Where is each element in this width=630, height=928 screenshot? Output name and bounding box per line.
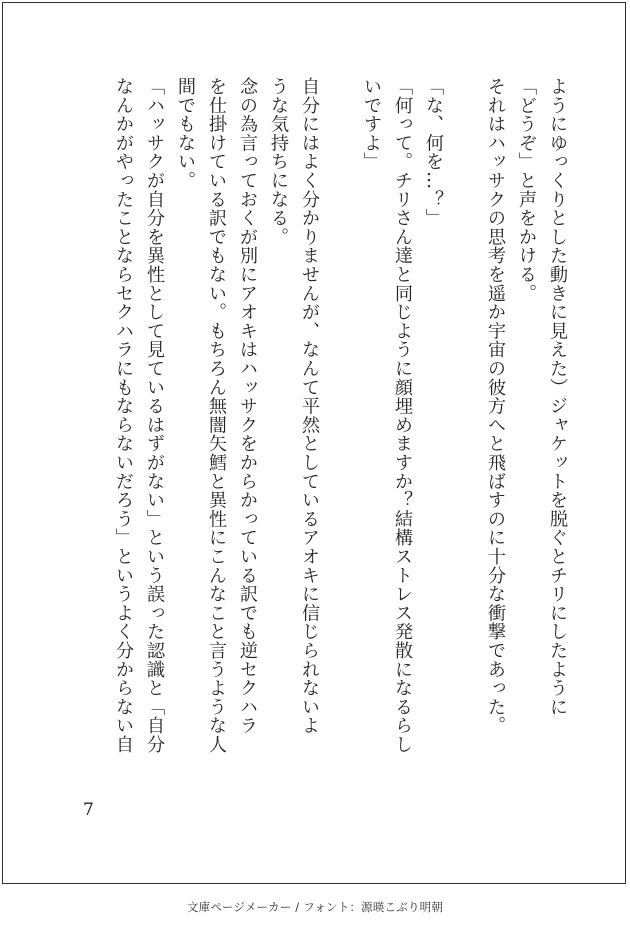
page-number: 7	[83, 800, 94, 820]
text-line-3: それはハッサクの思考を遥か宇宙の彼方へと飛ばすのに十分な衝撃であった。	[485, 77, 506, 735]
book-page	[2, 2, 626, 884]
text-line-4	[448, 77, 480, 837]
text-line-1: ようにゆっくりとした動きに見えた）ジャケットを脱ぐとチリにしたように	[547, 77, 568, 717]
text-line-13: 間でもない。	[175, 77, 196, 190]
text-line-14: 「ハッサクが自分を異性として見ているはずがない」という誤った認識と「自分	[144, 77, 165, 754]
vertical-text-body	[73, 77, 573, 837]
text-line-9: 自分にはよく分かりませんが、なんて平然としているアオキに信じられないよ	[299, 77, 320, 735]
text-line-6: 「何って。チリさん達と同じように顔埋めますか？結構ストレス発散になるらし	[392, 77, 413, 754]
text-line-8	[324, 77, 356, 837]
text-line-2: 「どうぞ」と声をかける。	[516, 77, 537, 303]
text-line-15: なんかがやったことならセクハラにもならないだろう」というよく分からない自	[113, 77, 134, 754]
text-line-11: 念の為言っておくが別にアオキはハッサクをからかっている訳でも逆セクハラ	[237, 77, 258, 735]
text-line-5: 「な、何を…？」	[423, 77, 444, 228]
text-line-7: いですよ」	[361, 77, 382, 171]
footer-credit: 文庫ページメーカー / フォント：源暎こぶり明朝	[186, 900, 444, 914]
text-line-10: うな気持ちになる。	[268, 77, 289, 247]
text-line-12: を仕掛けている訳でもない。もちろん無闇矢鱈と異性にこんなこと言うような人	[206, 77, 227, 754]
